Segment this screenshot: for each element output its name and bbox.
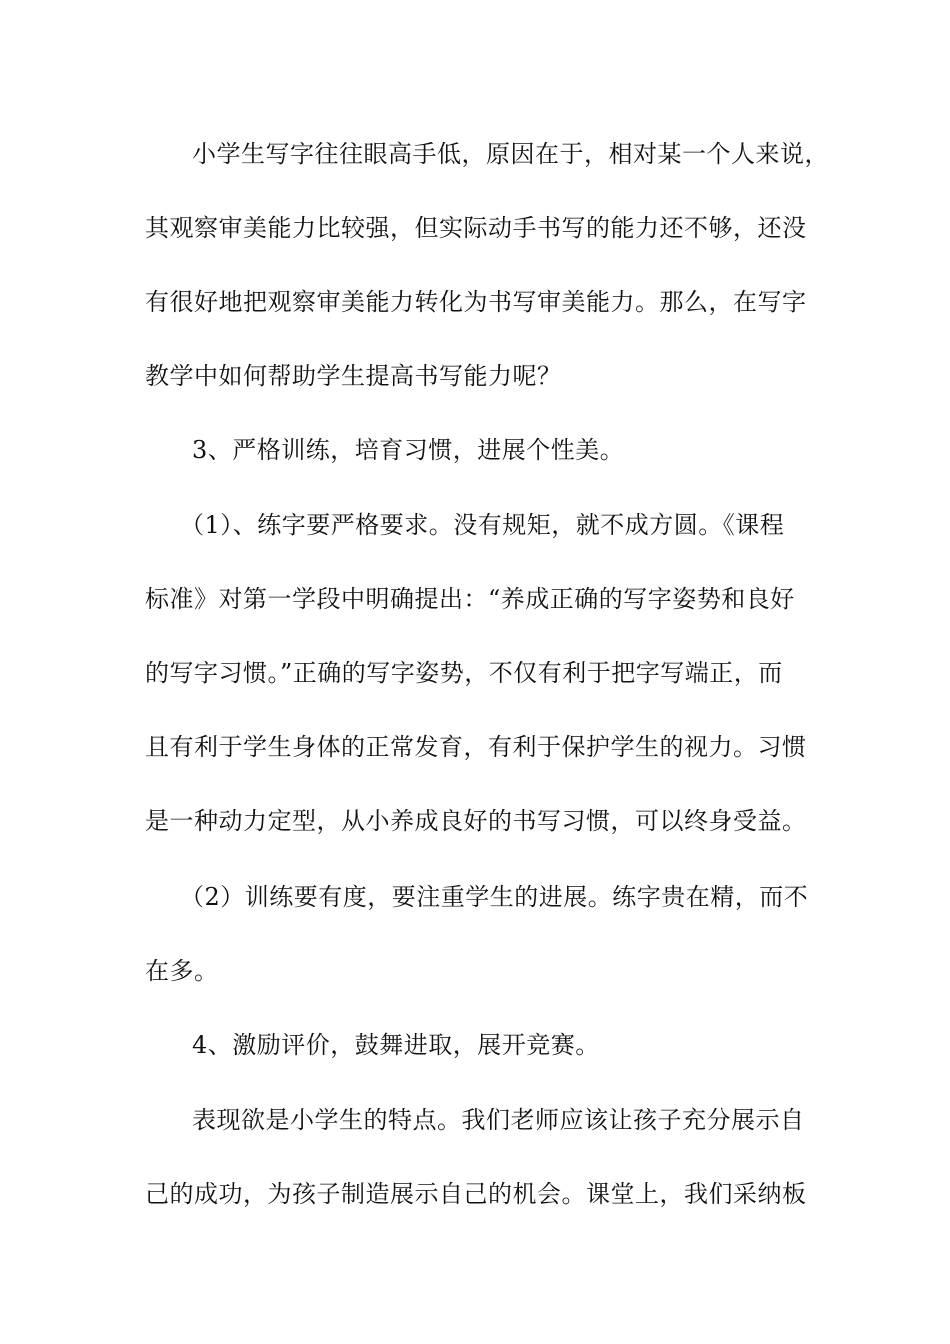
section-heading: 3、严格训练，培育习惯，进展个性美。 xyxy=(192,436,625,464)
text-line: （1）、练字要严格要求。没有规矩，就不成方圆。《课程 xyxy=(180,511,785,539)
text-line: 有很好地把观察审美能力转化为书写审美能力。那么，在写字 xyxy=(145,288,807,316)
text-line: 在多。 xyxy=(145,957,219,985)
text-line: 的写字习惯。”正确的写字姿势，不仅有利于把字写端正，而 xyxy=(145,659,783,687)
section-heading: 4、激励评价，鼓舞进取，展开竞赛。 xyxy=(192,1031,600,1059)
text-line: 是一种动力定型，从小养成良好的书写习惯，可以终身受益。 xyxy=(145,807,807,835)
text-line: 且有利于学生身体的正常发育，有利于保护学生的视力。习惯 xyxy=(145,733,807,761)
text-line: 小学生写字往往眼高手低，原因在于，相对某一个人来说， xyxy=(192,140,829,168)
text-line: 标准》对第一学段中明确提出：“养成正确的写字姿势和良好 xyxy=(145,585,795,613)
text-line: 其观察审美能力比较强，但实际动手书写的能力还不够，还没 xyxy=(145,214,807,242)
text-line: 表现欲是小学生的特点。我们老师应该让孩子充分展示自 xyxy=(192,1106,805,1134)
text-line: 己的成功，为孩子制造展示自己的机会。课堂上，我们采纳板 xyxy=(145,1180,807,1208)
text-line: 教学中如何帮助学生提高书写能力呢？ xyxy=(145,362,562,390)
text-line: （2）训练要有度，要注重学生的进展。练字贵在精，而不 xyxy=(180,883,809,911)
